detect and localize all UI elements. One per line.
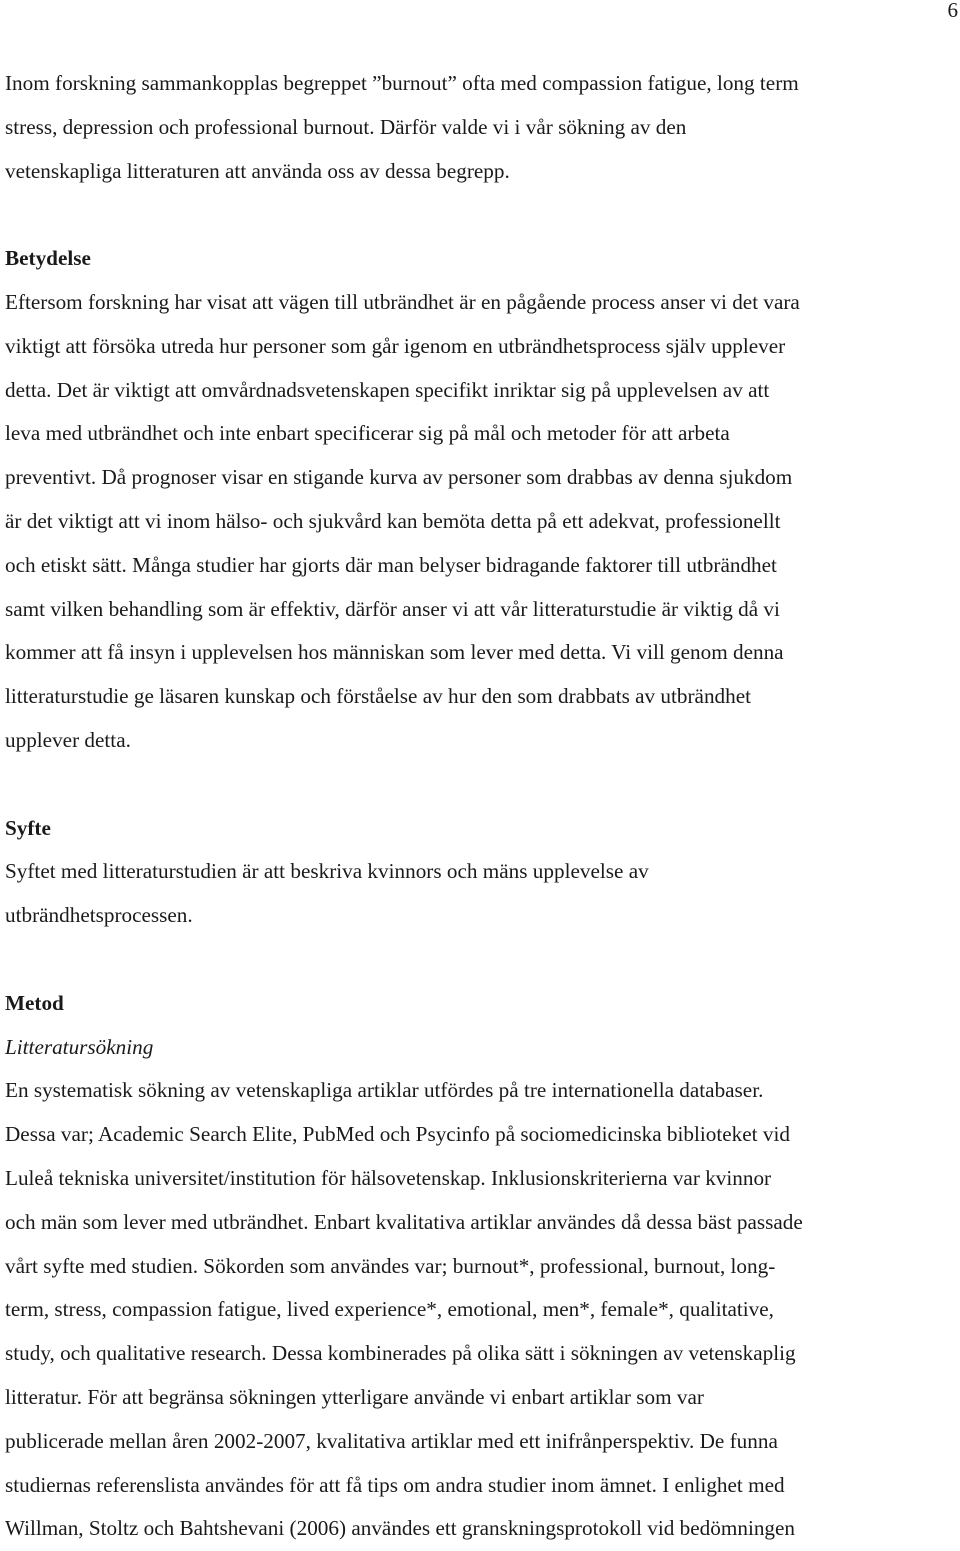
text-line: och män som lever med utbrändhet. Enbart kvalitativa artiklar användes då dessa bäst passade xyxy=(5,1209,803,1234)
text-line: detta. Det är viktigt att omvårdnadsvetenskapen specifikt inriktar sig på upplevelsen av att xyxy=(5,377,770,402)
page-content xyxy=(5,62,958,1551)
text-line: vetenskapliga litteraturen att använda oss av dessa begrepp. xyxy=(5,158,510,183)
text-line: Luleå tekniska universitet/institution för hälsovetenskap. Inklusionskriterierna var kvinnor xyxy=(5,1165,772,1190)
text-line: vårt syfte med studien. Sökorden som användes var; burnout*, professional, burnout, long- xyxy=(5,1253,776,1278)
text-line: study, och qualitative research. Dessa kombinerades på olika sätt i sökningen av vetenskaplig xyxy=(5,1341,796,1366)
metod-paragraph xyxy=(5,1069,958,1551)
text-line: och etiskt sätt. Många studier har gjorts där man belyser bidragande faktorer till utbrändhet xyxy=(5,552,777,577)
paragraph-gap xyxy=(5,938,958,982)
text-line: är det viktigt att vi inom hälso- och sjukvård kan bemöta detta på ett adekvat, professionellt xyxy=(5,508,781,533)
paragraph-gap xyxy=(5,193,958,237)
text-line: Dessa var; Academic Search Elite, PubMed och Psycinfo på sociomedicinska biblioteket vid xyxy=(5,1122,790,1147)
text-line: litteraturstudie ge läsaren kunskap och förståelse av hur den som drabbats av utbrändhet xyxy=(5,684,752,709)
text-line: publicerade mellan åren 2002-2007, kvalitativa artiklar med ett inifrånperspektiv. De funna xyxy=(5,1428,778,1453)
text-line: kommer att få insyn i upplevelsen hos människan som lever med detta. Vi vill genom denna xyxy=(5,640,784,665)
page-number: 6 xyxy=(947,0,958,22)
subsection-heading-litteratursokning: Litteratursökning xyxy=(5,1034,154,1059)
section-heading-metod: Metod xyxy=(5,990,64,1015)
text-line: Eftersom forskning har visat att vägen till utbrändhet är en pågående process anser vi det vara xyxy=(5,289,800,314)
section-heading-betydelse: Betydelse xyxy=(5,246,91,271)
text-line: term, stress, compassion fatigue, lived experience*, emotional, men*, female*, qualitative, xyxy=(5,1297,774,1322)
text-line: preventivt. Då prognoser visar en stigande kurva av personer som drabbas av denna sjukdom xyxy=(5,465,793,490)
text-line: leva med utbrändhet och inte enbart specificerar sig på mål och metoder för att arbeta xyxy=(5,421,730,446)
text-line: studiernas referenslista användes för att få tips om andra studier inom ämnet. I enlighet med xyxy=(5,1472,785,1497)
syfte-paragraph xyxy=(5,850,958,938)
text-line: upplever detta. xyxy=(5,727,131,752)
betydelse-paragraph xyxy=(5,281,958,763)
text-line: En systematisk sökning av vetenskapliga artiklar utfördes på tre internationella databaser. xyxy=(5,1078,764,1103)
text-line: utbrändhetsprocessen. xyxy=(5,903,193,928)
text-line: litteratur. För att begränsa sökningen ytterligare använde vi enbart artiklar som var xyxy=(5,1384,704,1409)
text-line: stress, depression och professional burnout. Därför valde vi i vår sökning av den xyxy=(5,114,687,139)
text-line: Inom forskning sammankopplas begreppet ”burnout” ofta med compassion fatigue, long term xyxy=(5,71,799,95)
text-line: viktigt att försöka utreda hur personer som går igenom en utbrändhetsprocess själv upplever xyxy=(5,333,786,358)
text-line: Willman, Stoltz och Bahtshevani (2006) användes ett granskningsprotokoll vid bedömningen xyxy=(5,1516,796,1541)
text-line: Syftet med litteraturstudien är att beskriva kvinnors och mäns upplevelse av xyxy=(5,859,649,884)
intro-paragraph xyxy=(5,62,958,193)
text-line: samt vilken behandling som är effektiv, därför anser vi att vår litteraturstudie är viktig då vi xyxy=(5,596,780,621)
paragraph-gap xyxy=(5,763,958,807)
section-heading-syfte: Syfte xyxy=(5,815,51,840)
